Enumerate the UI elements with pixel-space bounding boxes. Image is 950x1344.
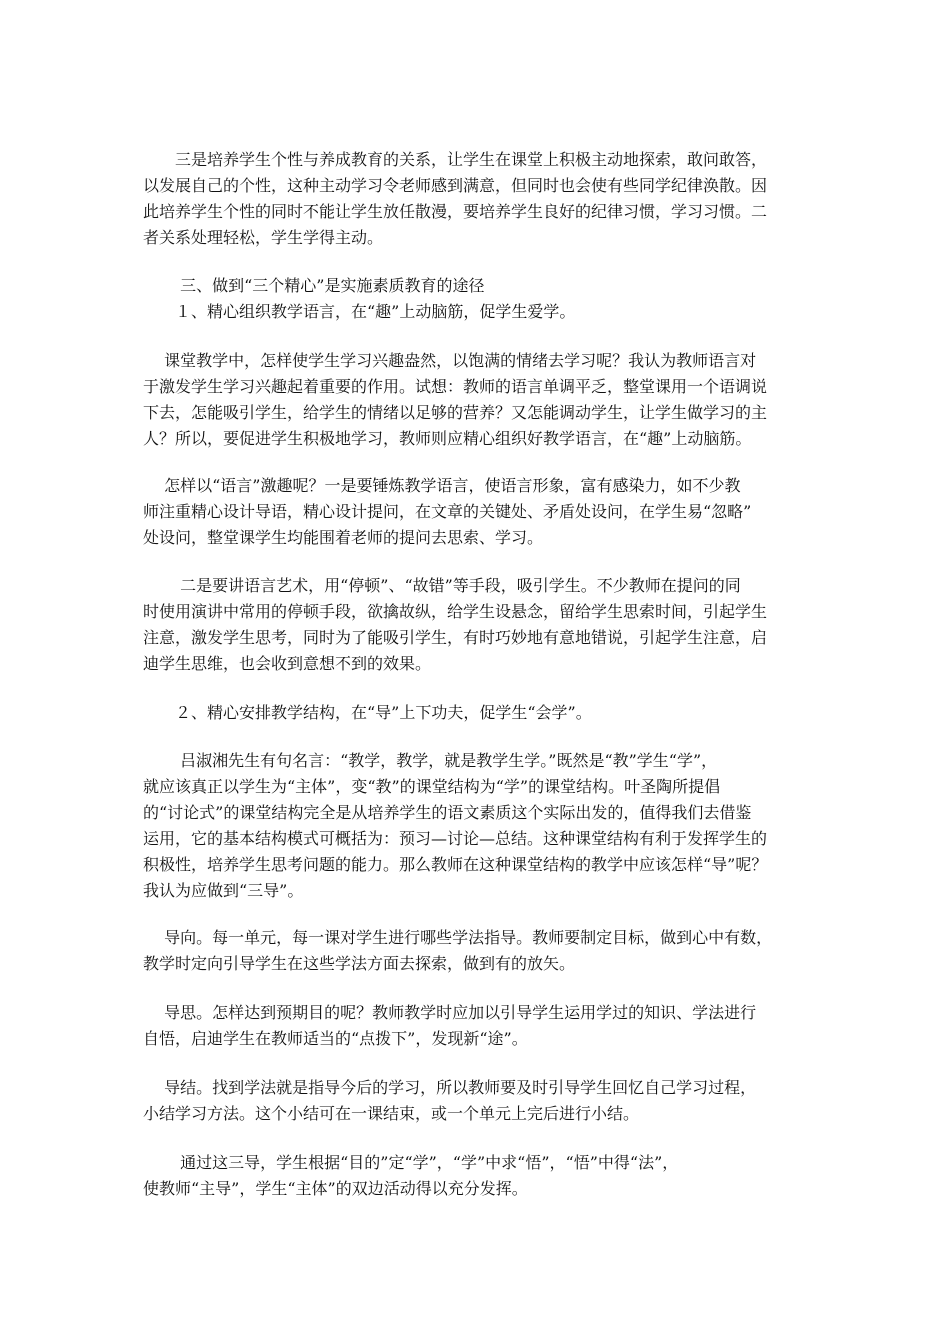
text-line: 以发展自己的个性，这种主动学习令老师感到满意，但同时也会使有些同学纪律涣散。因 — [143, 176, 768, 195]
paragraph-guide-summary — [143, 1075, 810, 1127]
text-line: 导结。找到学法就是指导今后的学习，所以教师要及时引导学生回忆自己学习过程， — [143, 1078, 757, 1097]
text-line: 处设问，整堂课学生均能围着老师的提问去思索、学习。 — [143, 528, 544, 547]
text-line: 课堂教学中，怎样使学生学习兴趣盎然，以饱满的情绪去学习呢？我认为教师语言对 — [143, 351, 757, 370]
paragraph-personality-discipline — [143, 147, 810, 251]
paragraph-teaching-language — [143, 348, 810, 452]
text-line: 此培养学生个性的同时不能让学生放任散漫，要培养学生良好的纪律习惯，学习习惯。二 — [143, 202, 768, 221]
text-line: 自悟，启迪学生在教师适当的“点拨下”，发现新“途”。 — [143, 1029, 528, 1048]
text-line: 就应该真正以学生为“主体”，变“教”的课堂结构为“学”的课堂结构。叶圣陶所提倡 — [143, 777, 721, 796]
text-line: 运用，它的基本结构模式可概括为：预习—讨论—总结。这种课堂结构有利于发挥学生的 — [143, 829, 768, 848]
text-line: 的“讨论式”的课堂结构完全是从培养学生的语文素质这个实际出发的，值得我们去借鉴 — [143, 803, 752, 822]
text-line: 者关系处理轻松，学生学得主动。 — [143, 228, 384, 247]
section-heading: 三、做到“三个精心”是实施素质教育的途径 — [143, 276, 485, 295]
text-line: 通过这三导，学生根据“目的”定“学”，“学”中求“悟”，“悟”中得“法”， — [143, 1153, 679, 1172]
text-line: 注意，激发学生思考，同时为了能吸引学生，有时巧妙地有意地错说，引起学生注意，启 — [143, 628, 768, 647]
text-line: 吕淑湘先生有句名言：“教学，教学，就是教学生学。”既然是“教”学生“学”， — [143, 751, 718, 770]
paragraph-lv-shuxiang-quote — [143, 748, 810, 904]
text-line: 教学时定向引导学生在这些学法方面去探索，做到有的放矢。 — [143, 954, 576, 973]
paragraph-three-guides-conclusion — [143, 1150, 810, 1202]
text-line: 迪学生思维，也会收到意想不到的效果。 — [143, 654, 432, 673]
text-line: 师注重精心设计导语，精心设计提问，在文章的关键处、矛盾处设问，在学生易“忽略” — [143, 502, 752, 521]
text-line: 人？所以，要促进学生积极地学习，教师则应精心组织好教学语言，在“趣”上动脑筋。 — [143, 429, 752, 448]
text-line: 于激发学生学习兴趣起着重要的作用。试想：教师的语言单调平乏，整堂课用一个语调说 — [143, 377, 768, 396]
text-line: 导向。每一单元，每一课对学生进行哪些学法指导。教师要制定目标，做到心中有数， — [143, 928, 773, 947]
subsection-heading-structure — [143, 700, 810, 726]
subsection-heading: １、精心组织教学语言，在“趣”上动脑筋，促学生爱学。 — [143, 302, 576, 321]
text-line: 时使用演讲中常用的停顿手段，欲擒故纵，给学生设悬念，留给学生思索时间，引起学生 — [143, 602, 768, 621]
text-line: 二是要讲语言艺术，用“停顿”、“故错”等手段，吸引学生。不少教师在提问的同 — [143, 576, 741, 595]
text-line: 怎样以“语言”激趣呢？一是要锤炼教学语言，使语言形象，富有感染力，如不少教 — [143, 476, 741, 495]
text-line: 下去，怎能吸引学生，给学生的情绪以足够的营养？又怎能调动学生，让学生做学习的主 — [143, 403, 768, 422]
text-line: 使教师“主导”，学生“主体”的双边活动得以充分发挥。 — [143, 1179, 528, 1198]
subsection-heading: ２、精心安排教学结构，在“导”上下功夫，促学生“会学”。 — [143, 703, 592, 722]
paragraph-guide-direction — [143, 925, 810, 977]
text-line: 导思。怎样达到预期目的呢？教师教学时应加以引导学生运用学过的知识、学法进行 — [143, 1003, 757, 1022]
paragraph-language-interest — [143, 473, 810, 551]
text-line: 三是培养学生个性与养成教育的关系，让学生在课堂上积极主动地探索，敢问敢答， — [143, 150, 768, 169]
section-heading-three-careful — [143, 273, 810, 325]
text-line: 积极性，培养学生思考问题的能力。那么教师在这种课堂结构的教学中应该怎样“导”呢？ — [143, 855, 768, 874]
text-line: 我认为应做到“三导”。 — [143, 881, 304, 900]
paragraph-language-art — [143, 573, 810, 677]
text-line: 小结学习方法。这个小结可在一课结束，或一个单元上完后进行小结。 — [143, 1104, 640, 1123]
paragraph-guide-thinking — [143, 1000, 810, 1052]
